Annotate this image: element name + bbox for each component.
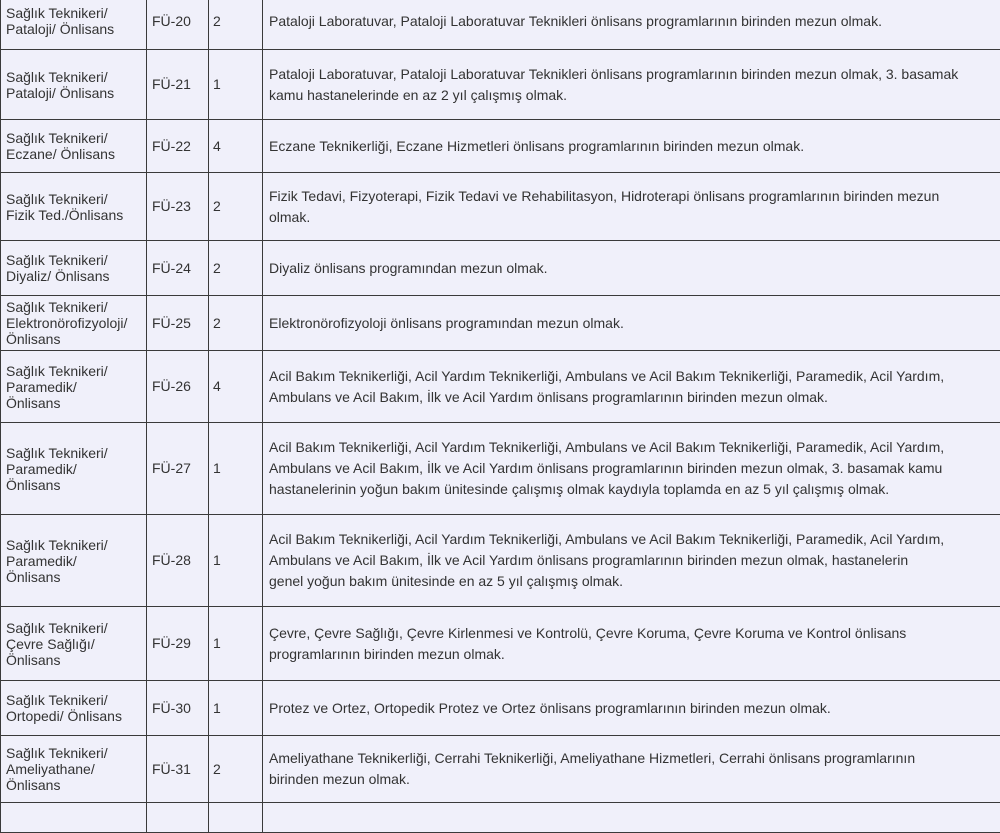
table-row <box>1 736 1000 803</box>
position-code-cell <box>147 351 209 423</box>
position-title-cell <box>1 607 147 681</box>
table-row <box>1 803 1000 833</box>
position-code-cell <box>147 0 209 50</box>
position-code-cell <box>147 296 209 351</box>
position-code: FÜ-26 <box>152 376 202 397</box>
position-title: Sağlık Teknikeri/ Pataloji/ Önlisans <box>6 5 141 37</box>
requirement-cell <box>263 241 1000 296</box>
position-title: Sağlık Teknikeri/ Paramedik/ Önlisans <box>6 363 141 411</box>
requirement-text: Çevre, Çevre Sağlığı, Çevre Kirlenmesi ve Kontrolü, Çevre Koruma, Çevre Koruma ve Kontrol önlisans programlarının birinden mezun olmak. <box>269 623 994 665</box>
quota: 2 <box>213 313 256 334</box>
position-code-cell <box>147 423 209 515</box>
requirement-cell <box>263 607 1000 681</box>
position-code: FÜ-21 <box>152 74 202 95</box>
position-code-cell <box>147 173 209 241</box>
position-code: FÜ-28 <box>152 550 202 571</box>
quota-cell <box>209 120 263 173</box>
position-title-cell <box>1 681 147 736</box>
position-code: FÜ-23 <box>152 196 202 217</box>
quota: 1 <box>213 698 256 719</box>
requirement-text: Acil Bakım Teknikerliği, Acil Yardım Teknikerliği, Ambulans ve Acil Bakım Teknikerliği, Paramedik, Acil Yardım, Ambulans ve Acil Bakım, İlk ve Acil Yardım önlisans programlarının birinden mezun olmak, hastanelerin genel yoğun bakım ünitesinde en az 5 yıl çalışmış olmak. <box>269 529 994 592</box>
position-title: Sağlık Teknikeri/ Ameliyathane/ Önlisans <box>6 745 141 793</box>
requirement-text: Pataloji Laboratuvar, Pataloji Laboratuvar Teknikleri önlisans programlarının birinden mezun olmak. <box>269 11 994 32</box>
quota-cell <box>209 50 263 120</box>
quota-cell <box>209 423 263 515</box>
position-code: FÜ-30 <box>152 698 202 719</box>
table-row <box>1 120 1000 173</box>
position-code-cell <box>147 681 209 736</box>
requirement-cell <box>263 173 1000 241</box>
position-title-cell <box>1 0 147 50</box>
requirement-cell <box>263 803 1000 833</box>
position-title-cell <box>1 241 147 296</box>
quota: 2 <box>213 258 256 279</box>
position-code-cell <box>147 241 209 296</box>
table-row <box>1 351 1000 423</box>
quota: 1 <box>213 550 256 571</box>
quota: 1 <box>213 633 256 654</box>
position-title: Sağlık Teknikeri/ Elektronörofizyoloji/ Önlisans <box>6 299 141 347</box>
table-body <box>1 0 1000 833</box>
position-title: Sağlık Teknikeri/ Fizik Ted./Önlisans <box>6 191 141 223</box>
quota: 2 <box>213 759 256 780</box>
requirement-text: Fizik Tedavi, Fizyoterapi, Fizik Tedavi ve Rehabilitasyon, Hidroterapi önlisans programlarının birinden mezun olmak. <box>269 186 994 228</box>
position-title-cell <box>1 736 147 803</box>
position-title: Sağlık Teknikeri/ Paramedik/ Önlisans <box>6 537 141 585</box>
position-code: FÜ-22 <box>152 136 202 157</box>
requirement-cell <box>263 681 1000 736</box>
requirement-text: Acil Bakım Teknikerliği, Acil Yardım Teknikerliği, Ambulans ve Acil Bakım Teknikerliği, Paramedik, Acil Yardım, Ambulans ve Acil Bakım, İlk ve Acil Yardım önlisans programlarının birinden mezun olmak, 3. basamak kamu hastanelerinin yoğun bakım ünitesinde çalışmış olmak kaydıyla toplamda en az 5 yıl çalışmış olmak. <box>269 437 994 500</box>
table-row <box>1 173 1000 241</box>
position-title-cell <box>1 50 147 120</box>
position-code: FÜ-24 <box>152 258 202 279</box>
quota-cell <box>209 351 263 423</box>
position-code: FÜ-29 <box>152 633 202 654</box>
quota-cell <box>209 173 263 241</box>
position-code: FÜ-25 <box>152 313 202 334</box>
requirement-text: Protez ve Ortez, Ortopedik Protez ve Ortez önlisans programlarının birinden mezun olmak. <box>269 698 994 719</box>
position-title: Sağlık Teknikeri/ Pataloji/ Önlisans <box>6 69 141 101</box>
position-title-cell <box>1 120 147 173</box>
quota-cell <box>209 681 263 736</box>
position-title: Sağlık Teknikeri/ Paramedik/ Önlisans <box>6 445 141 493</box>
quota-cell <box>209 803 263 833</box>
requirement-text: Diyaliz önlisans programından mezun olmak. <box>269 258 994 279</box>
requirement-cell <box>263 515 1000 607</box>
position-code-cell <box>147 120 209 173</box>
requirement-text: Elektronörofizyoloji önlisans programından mezun olmak. <box>269 313 994 334</box>
position-code-cell <box>147 736 209 803</box>
position-title-cell <box>1 173 147 241</box>
quota: 1 <box>213 458 256 479</box>
position-title-cell <box>1 423 147 515</box>
requirement-cell <box>263 423 1000 515</box>
position-code-cell <box>147 803 209 833</box>
position-title: Sağlık Teknikeri/ Çevre Sağlığı/ Önlisans <box>6 620 141 668</box>
position-title-cell <box>1 351 147 423</box>
quota-cell <box>209 0 263 50</box>
requirement-cell <box>263 120 1000 173</box>
table-row <box>1 607 1000 681</box>
table-row <box>1 296 1000 351</box>
requirement-text: Ameliyathane Teknikerliği, Cerrahi Teknikerliği, Ameliyathane Hizmetleri, Cerrahi önlisans programlarının birinden mezun olmak. <box>269 748 994 790</box>
position-code-cell <box>147 515 209 607</box>
quota-cell <box>209 607 263 681</box>
table-row <box>1 681 1000 736</box>
position-code-cell <box>147 607 209 681</box>
position-code: FÜ-31 <box>152 759 202 780</box>
requirement-text: Acil Bakım Teknikerliği, Acil Yardım Teknikerliği, Ambulans ve Acil Bakım Teknikerliği, Paramedik, Acil Yardım, Ambulans ve Acil Bakım, İlk ve Acil Yardım önlisans programlarının birinden mezun olmak. <box>269 366 994 408</box>
quota: 4 <box>213 136 256 157</box>
quota-cell <box>209 515 263 607</box>
quota-cell <box>209 241 263 296</box>
quota: 4 <box>213 376 256 397</box>
quota-cell <box>209 736 263 803</box>
quota: 1 <box>213 74 256 95</box>
position-title-cell <box>1 296 147 351</box>
table-row <box>1 241 1000 296</box>
position-title-cell <box>1 515 147 607</box>
requirement-cell <box>263 736 1000 803</box>
position-code: FÜ-20 <box>152 11 202 32</box>
quota: 2 <box>213 196 256 217</box>
position-title-cell <box>1 803 147 833</box>
requirement-text: Pataloji Laboratuvar, Pataloji Laboratuvar Teknikleri önlisans programlarının birinden mezun olmak, 3. basamak kamu hastanelerinde en az 2 yıl çalışmış olmak. <box>269 64 994 106</box>
requirement-cell <box>263 351 1000 423</box>
requirement-cell <box>263 296 1000 351</box>
table-row <box>1 515 1000 607</box>
quota-cell <box>209 296 263 351</box>
requirement-cell <box>263 50 1000 120</box>
requirement-cell <box>263 0 1000 50</box>
quota: 2 <box>213 11 256 32</box>
requirement-text: Eczane Teknikerliği, Eczane Hizmetleri önlisans programlarının birinden mezun olmak. <box>269 136 994 157</box>
position-code: FÜ-27 <box>152 458 202 479</box>
table-row <box>1 423 1000 515</box>
position-title: Sağlık Teknikeri/ Diyaliz/ Önlisans <box>6 252 141 284</box>
table-row <box>1 50 1000 120</box>
position-code-cell <box>147 50 209 120</box>
position-title: Sağlık Teknikeri/ Ortopedi/ Önlisans <box>6 692 141 724</box>
table-row <box>1 0 1000 50</box>
position-title: Sağlık Teknikeri/ Eczane/ Önlisans <box>6 130 141 162</box>
